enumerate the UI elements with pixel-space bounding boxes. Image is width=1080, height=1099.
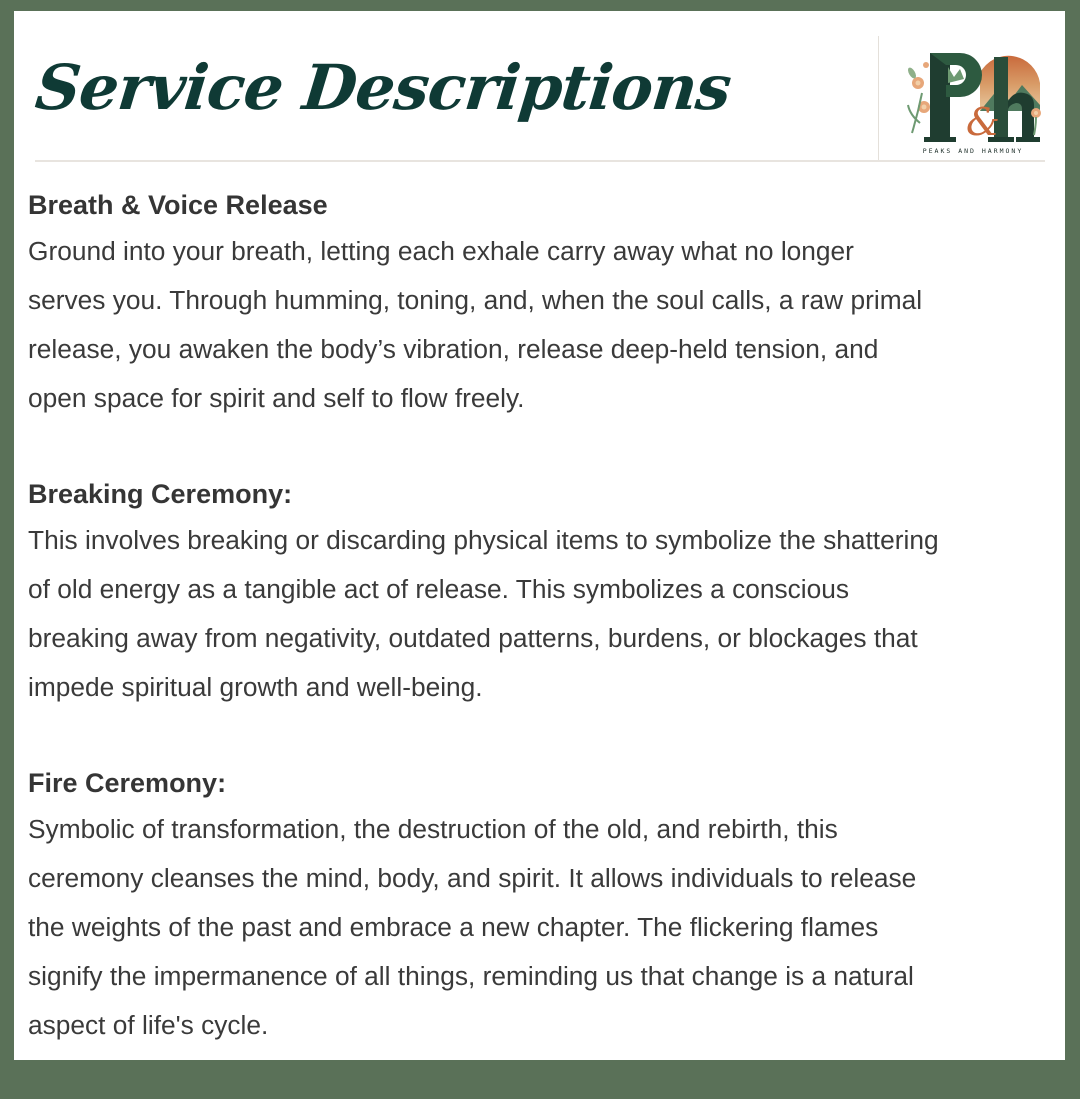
description-line: open space for spirit and self to flow freely. — [28, 383, 525, 413]
description-line: signify the impermanence of all things, reminding us that change is a natural — [28, 961, 914, 991]
description-line: release, you awaken the body’s vibration, release deep-held tension, and — [28, 334, 879, 364]
description-line: aspect of life's cycle. — [28, 1010, 269, 1040]
description-line: serves you. Through humming, toning, and, when the soul calls, a raw primal — [28, 285, 923, 315]
service-description — [28, 227, 1058, 423]
description-line: This involves breaking or discarding physical items to symbolize the shattering — [28, 525, 939, 555]
description-line: Ground into your breath, letting each exhale carry away what no longer — [28, 236, 854, 266]
service-list — [28, 183, 1058, 1099]
page-title: Service Descriptions — [32, 51, 735, 124]
content-card — [14, 11, 1065, 1060]
monogram-logo-icon — [902, 43, 1044, 147]
description-line: Symbolic of transformation, the destruction of the old, and rebirth, this — [28, 814, 838, 844]
description-line: of old energy as a tangible act of release. This symbolizes a conscious — [28, 574, 850, 604]
service-description — [28, 805, 1058, 1050]
service-description — [28, 516, 1058, 712]
description-line: ceremony cleanses the mind, body, and spirit. It allows individuals to release — [28, 863, 917, 893]
service-heading: Breath & Voice Release — [28, 190, 328, 220]
brand-logo — [902, 43, 1044, 161]
service-fire-ceremony — [28, 761, 1058, 1050]
logo-caption: PEAKS AND HARMONY — [922, 147, 1024, 155]
description-line: breaking away from negativity, outdated patterns, burdens, or blockages that — [28, 623, 918, 653]
service-heading: Breaking Ceremony: — [28, 479, 293, 509]
service-heading: Fire Ceremony: — [28, 768, 227, 798]
description-line: the weights of the past and embrace a new chapter. The flickering flames — [28, 912, 879, 942]
service-breaking-ceremony — [28, 472, 1058, 712]
description-line: impede spiritual growth and well-being. — [28, 672, 483, 702]
header-divider — [35, 160, 1045, 162]
service-breath-voice-release — [28, 183, 1058, 423]
header-vertical-divider — [878, 36, 879, 160]
svg-text:&: & — [966, 100, 1000, 144]
